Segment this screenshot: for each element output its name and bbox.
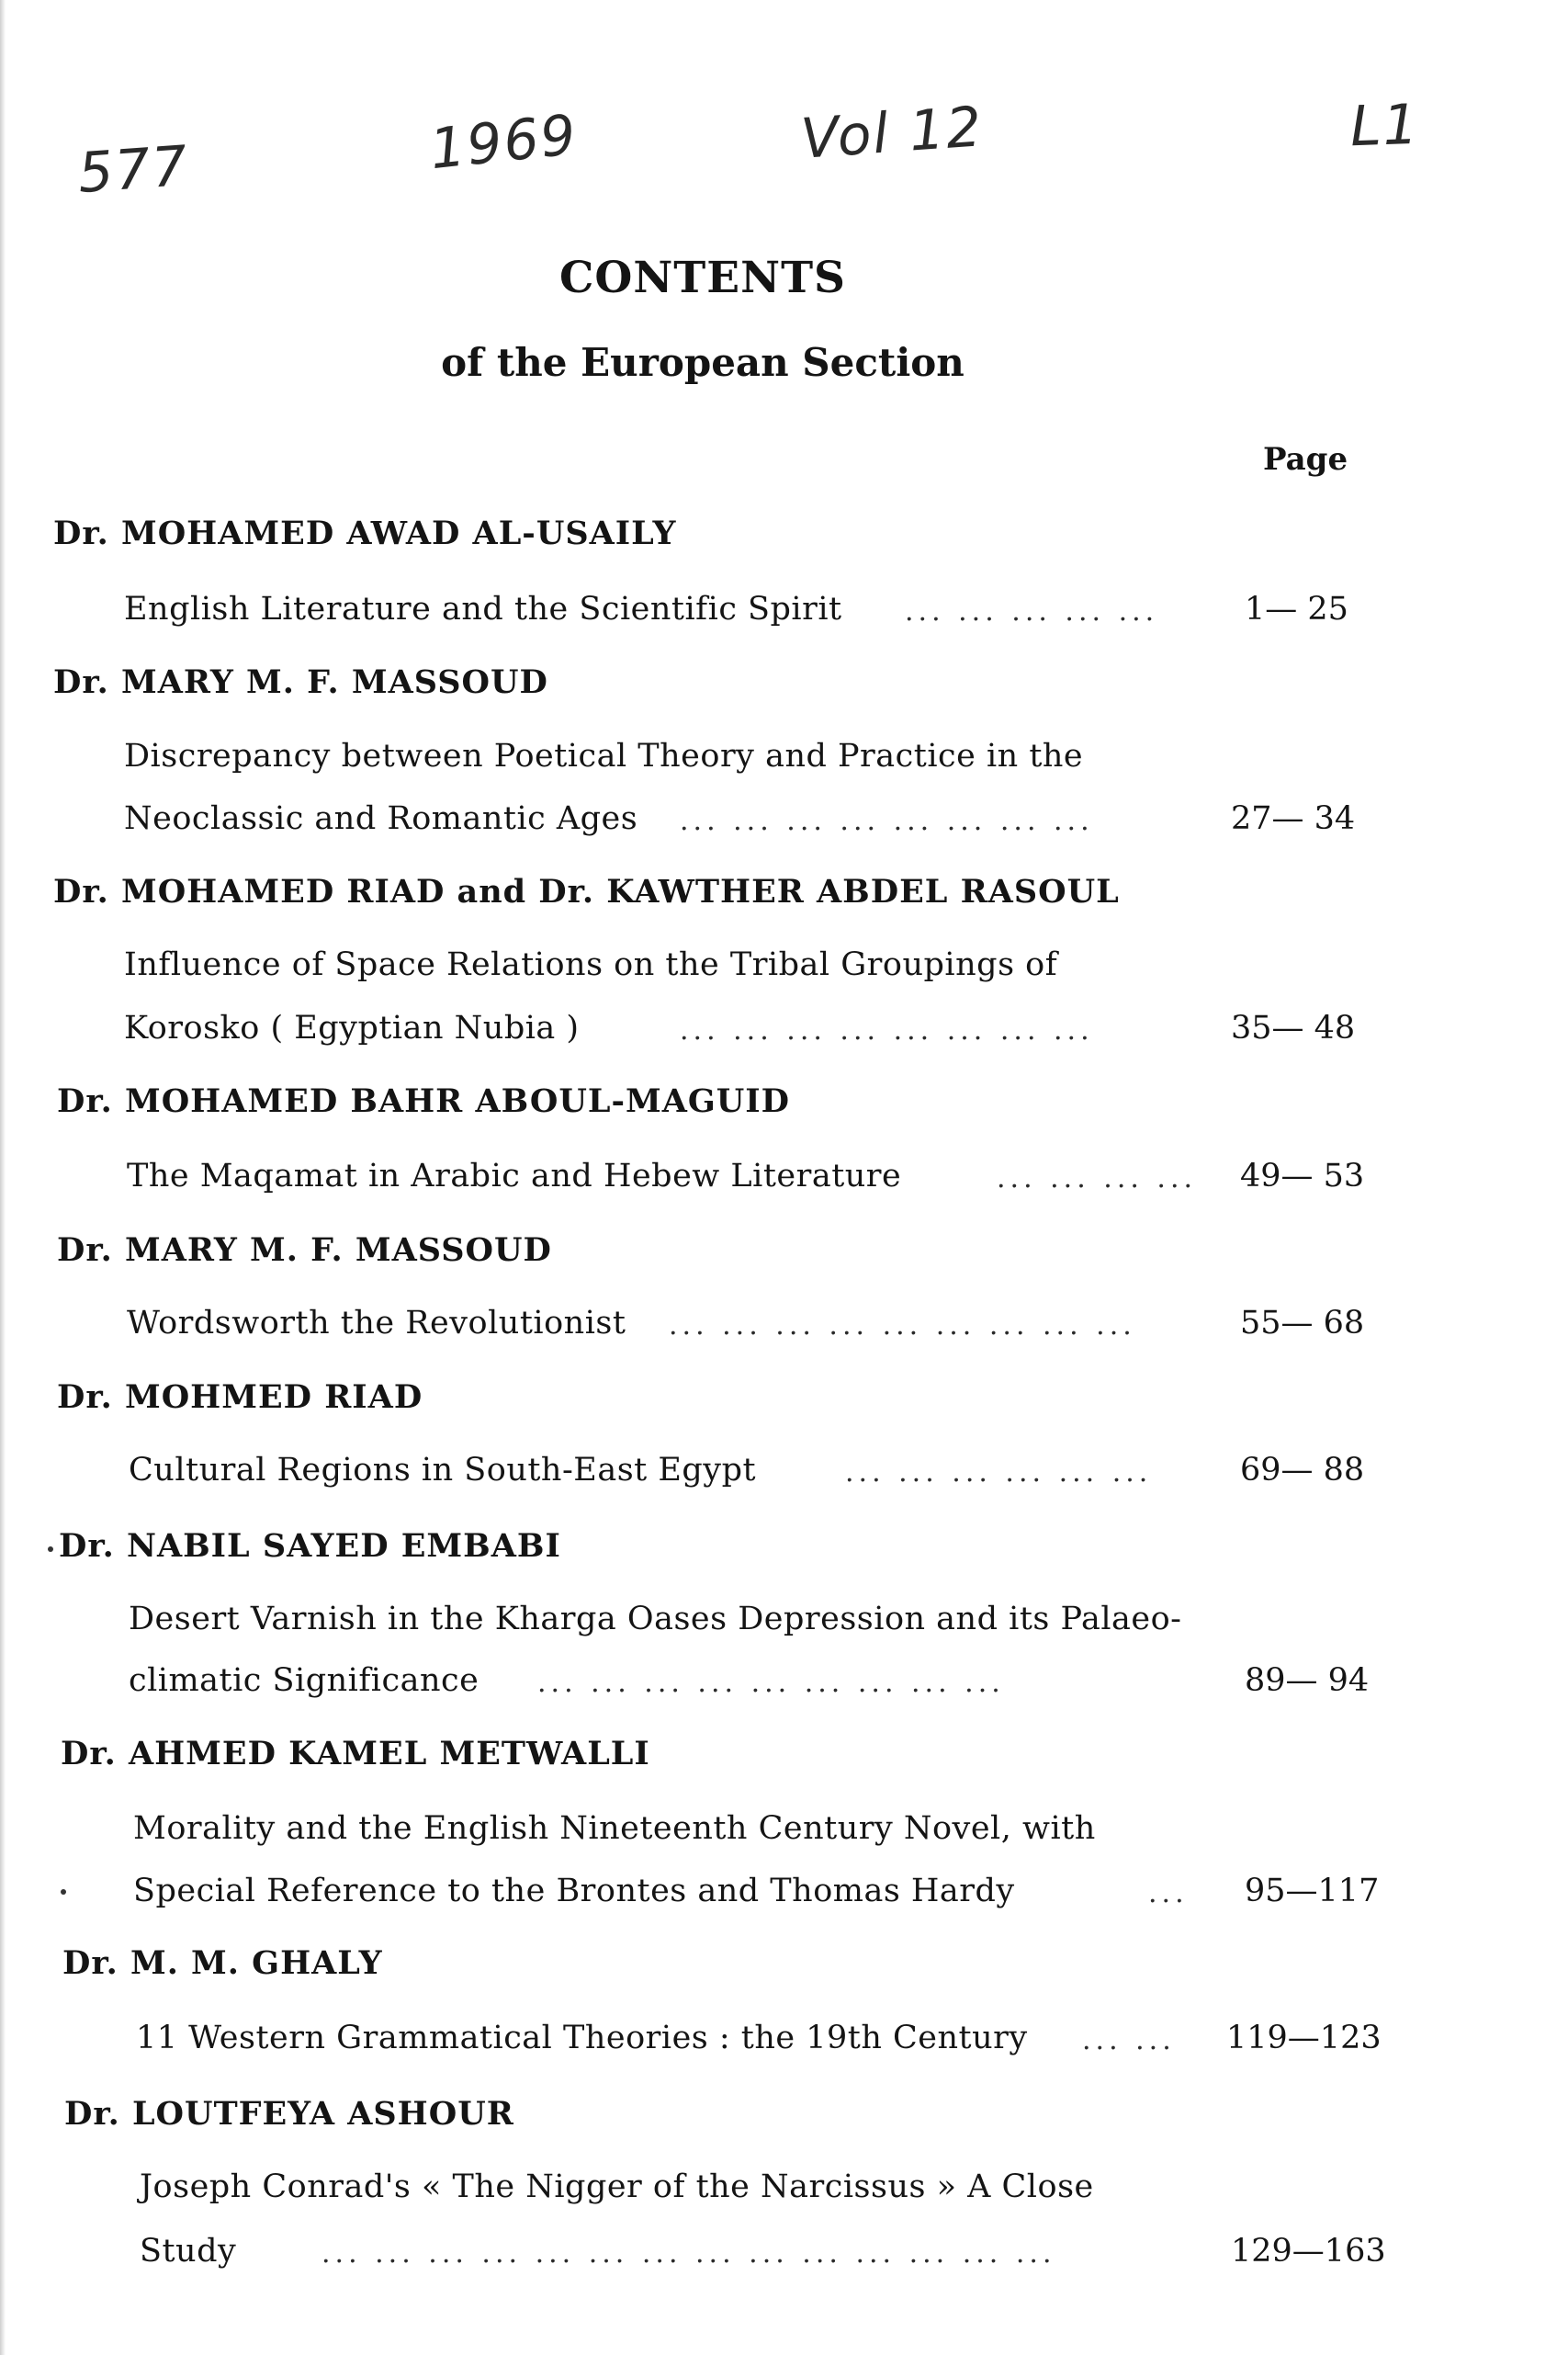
page-title: CONTENTS (559, 253, 846, 303)
entry-page-range: 27— 34 (1231, 800, 1356, 837)
entry-title-line: 11 Western Grammatical Theories : the 19th Century (136, 2020, 1028, 2056)
entry-title-line: Neoclassic and Romantic Ages (124, 800, 638, 837)
entry-title-line: Korosko ( Egyptian Nubia ) (124, 1010, 580, 1047)
stray-mark (61, 1889, 66, 1895)
entry-title-line: Morality and the English Nineteenth Century Novel, with (133, 1810, 1096, 1847)
page-subtitle: of the European Section (441, 340, 964, 385)
entry-page-range: 55— 68 (1240, 1305, 1365, 1342)
entry-title-line: Discrepancy between Poetical Theory and Practice in the (124, 738, 1084, 775)
entry-author: Dr. MARY M. F. MASSOUD (53, 663, 548, 701)
handwritten-note-year: 1969 (426, 102, 581, 183)
entry-page-range: 95—117 (1245, 1873, 1380, 1909)
entry-author: Dr. AHMED KAMEL METWALLI (61, 1735, 650, 1772)
entry-page-range: 119—123 (1226, 2020, 1382, 2056)
entry-title-line: English Literature and the Scientific Spirit (124, 591, 842, 628)
dot-leader: ... ... ... ... ... ... ... ... (680, 1014, 1094, 1047)
entry-author: Dr. M. M. GHALY (62, 1944, 383, 1982)
entry-title-line: climatic Significance (129, 1662, 479, 1699)
entry-author: Dr. LOUTFEYA ASHOUR (64, 2095, 514, 2133)
dot-leader: ... ... ... ... ... ... ... ... ... (537, 1667, 1005, 1699)
entry-title-line: Study (140, 2233, 237, 2270)
dot-leader: ... (1148, 1877, 1189, 1909)
dot-leader: ... ... ... ... ... (905, 595, 1159, 628)
entry-page-range: 35— 48 (1231, 1010, 1356, 1047)
entry-title-line: Special Reference to the Brontes and Thomas Hardy (133, 1873, 1015, 1909)
entry-title-line: Desert Varnish in the Kharga Oases Depression and its Palaeo- (129, 1601, 1182, 1637)
entry-author: Dr. NABIL SAYED EMBABI (59, 1527, 561, 1565)
dot-leader: ... ... ... ... ... ... ... ... ... (669, 1309, 1136, 1342)
entry-author: Dr. MOHAMED RIAD and Dr. KAWTHER ABDEL RASOUL (53, 873, 1120, 911)
entry-page-range: 1— 25 (1245, 591, 1348, 628)
dot-leader: ... ... ... ... (997, 1162, 1198, 1194)
entry-page-range: 89— 94 (1245, 1662, 1370, 1699)
page-column-label: Page (1263, 441, 1348, 478)
entry-page-range: 49— 53 (1240, 1158, 1365, 1194)
entry-author: Dr. MOHMED RIAD (57, 1378, 423, 1416)
handwritten-note-code: L1 (1348, 92, 1421, 160)
stray-mark (48, 1546, 53, 1552)
entry-title-line: Influence of Space Relations on the Tribal Groupings of (124, 946, 1058, 983)
entry-title-line: Joseph Conrad's « The Nigger of the Narcissus » A Close (140, 2168, 1094, 2205)
entry-page-range: 129—163 (1231, 2233, 1386, 2270)
handwritten-note-number: 577 (75, 133, 191, 207)
dot-leader: ... ... ... ... ... ... (845, 1456, 1153, 1489)
entry-page-range: 69— 88 (1240, 1452, 1365, 1489)
dot-leader: ... ... ... ... ... ... ... ... (680, 805, 1094, 837)
entry-title-line: Cultural Regions in South-East Egypt (129, 1452, 757, 1489)
entry-title-line: The Maqamat in Arabic and Hebew Literature (127, 1158, 902, 1194)
dot-leader: ... ... (1082, 2024, 1176, 2056)
entry-author: Dr. MARY M. F. MASSOUD (57, 1231, 552, 1269)
handwritten-note-volume: Vol 12 (798, 95, 986, 172)
dot-leader: ... ... ... ... ... ... ... ... ... ... ... ... ... ... (321, 2237, 1056, 2270)
entry-author: Dr. MOHAMED AWAD AL-USAILY (53, 515, 677, 552)
entry-title-line: Wordsworth the Revolutionist (127, 1305, 626, 1342)
entry-author: Dr. MOHAMED BAHR ABOUL-MAGUID (57, 1082, 791, 1120)
